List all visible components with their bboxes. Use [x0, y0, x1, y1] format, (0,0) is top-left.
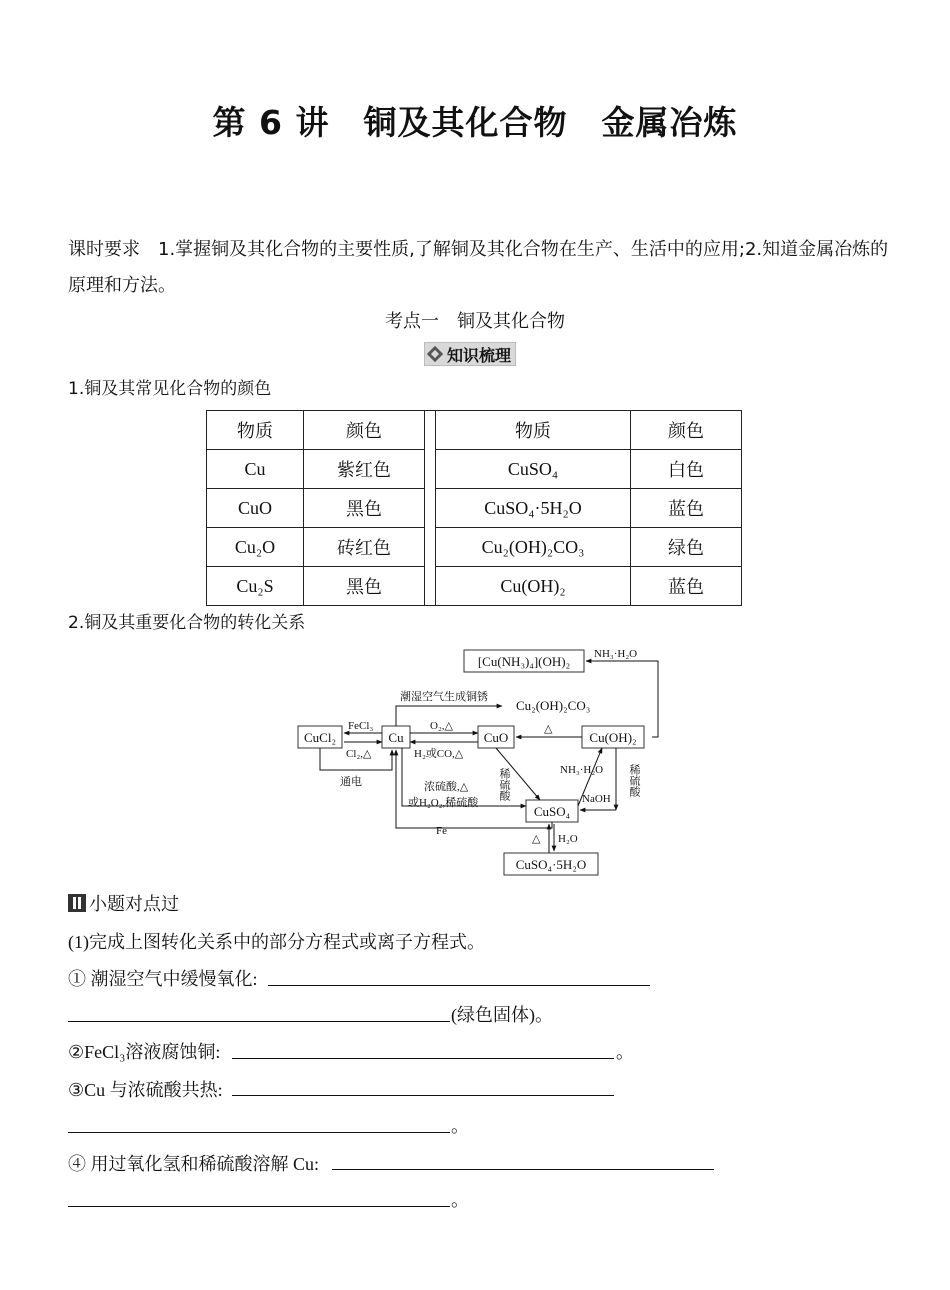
- node-cuso4: CuSO₄: [533, 804, 571, 819]
- node-complex: [Cu(NH₃)₄](OH)₂: [477, 654, 571, 669]
- node-cuoh2: Cu(OH)₂: [589, 730, 637, 745]
- table-divider: [425, 411, 436, 606]
- label-naoh: NaOH: [582, 793, 611, 805]
- section-title: 考点一 铜及其化合物: [385, 311, 565, 332]
- table-cell: 砖红色: [304, 528, 425, 567]
- answer-line[interactable]: [268, 985, 650, 986]
- table-cell: CuO: [207, 489, 304, 528]
- answer-line[interactable]: [68, 1132, 450, 1133]
- label-humid-air: 潮湿空气生成铜锈: [400, 691, 488, 703]
- label-conc-h2so4: 浓硫酸,△: [424, 781, 469, 793]
- question-1: (1)完成上图转化关系中的部分方程式或离子方程式。: [68, 932, 485, 952]
- table-cell: CuSO₄: [436, 450, 631, 489]
- table-cell: 蓝色: [631, 489, 742, 528]
- item-3: ③Cu 与浓硫酸共热:: [68, 1080, 223, 1100]
- table-cell: Cu₂(OH)₂CO₃: [436, 528, 631, 567]
- requirements-text: 1.掌握铜及其化合物的主要性质,了解铜及其化合物在生产、生活中的应用;2.知道金属冶炼的原理和方法。: [68, 239, 889, 296]
- course-requirements: [68, 232, 898, 304]
- color-table: [206, 410, 742, 606]
- label-electrolysis: 通电: [340, 776, 362, 788]
- practice-icon: [68, 894, 86, 912]
- diamond-icon: [427, 346, 443, 362]
- table-cell: Cu₂O: [207, 528, 304, 567]
- item-1: ① 潮湿空气中缓慢氧化:: [68, 969, 258, 989]
- table-cell: 白色: [631, 450, 742, 489]
- knowledge-badge-label: 知识梳理: [447, 345, 512, 365]
- table-cell: 黑色: [304, 489, 425, 528]
- table-cell: 紫红色: [304, 450, 425, 489]
- table-header: 物质: [207, 411, 304, 450]
- node-malachite: Cu₂(OH)₂CO₃: [516, 698, 591, 713]
- node-cucl2: CuCl₂: [304, 730, 336, 745]
- table-row: [207, 411, 742, 450]
- requirements-label: 课时要求: [68, 239, 140, 260]
- label-fe: Fe: [436, 825, 447, 837]
- label-cl2: Cl₂,△: [346, 748, 372, 760]
- page-title: 第 6 讲 铜及其化合物 金属冶炼: [212, 103, 738, 142]
- label-heat: △: [544, 723, 553, 735]
- table-header: 物质: [436, 411, 631, 450]
- label-heat-2: △: [532, 833, 541, 845]
- table-row: [207, 489, 742, 528]
- label-h2o2: 或H₂O₂,稀硫酸: [408, 797, 479, 809]
- label-h2o: H₂O: [558, 833, 578, 845]
- answer-line[interactable]: [68, 1021, 450, 1022]
- table-cell: Cu(OH)₂: [436, 567, 631, 606]
- table-cell: 绿色: [631, 528, 742, 567]
- label-nh3h2o: NH₃·H₂O: [594, 648, 638, 660]
- heading-conversion: 2.铜及其重要化合物的转化关系: [68, 613, 306, 633]
- table-row: [207, 528, 742, 567]
- heading-colors: 1.铜及其常见化合物的颜色: [68, 379, 272, 399]
- answer-line[interactable]: [232, 1095, 614, 1096]
- label-h2co: H₂或CO,△: [414, 748, 464, 760]
- node-cuo: CuO: [483, 730, 509, 745]
- knowledge-badge: [424, 342, 516, 366]
- label-fecl3: FeCl₃: [348, 720, 374, 732]
- answer-line[interactable]: [332, 1169, 714, 1170]
- table-cell: CuSO₄·5H₂O: [436, 489, 631, 528]
- item-2-end: 。: [616, 1042, 634, 1062]
- table-header: 颜色: [304, 411, 425, 450]
- item-2: ②FeCl₃溶液腐蚀铜:: [68, 1042, 221, 1062]
- node-cu: Cu: [388, 730, 404, 745]
- answer-line[interactable]: [232, 1058, 614, 1059]
- table-cell: Cu: [207, 450, 304, 489]
- table-cell: Cu₂S: [207, 567, 304, 606]
- table-cell: 蓝色: [631, 567, 742, 606]
- node-hydrate: CuSO₄·5H₂O: [515, 857, 587, 872]
- item-4-end: 。: [451, 1190, 469, 1210]
- table-row: [207, 450, 742, 489]
- table-row: [207, 567, 742, 606]
- item-4: ④ 用过氧化氢和稀硫酸溶解 Cu:: [68, 1154, 320, 1174]
- table-cell: 黑色: [304, 567, 425, 606]
- label-nh3h2o-mid: NH₃·H₂O: [560, 764, 604, 776]
- answer-line[interactable]: [68, 1206, 450, 1207]
- conversion-diagram: [296, 642, 676, 878]
- practice-badge-label: 小题对点过: [89, 894, 179, 915]
- label-dilute-acid: 稀硫酸: [498, 768, 510, 801]
- item-1-end: (绿色固体)。: [451, 1005, 553, 1025]
- item-3-end: 。: [451, 1116, 469, 1136]
- table-header: 颜色: [631, 411, 742, 450]
- practice-badge: [68, 890, 179, 916]
- label-dilute-acid-2: 稀硫酸: [628, 764, 640, 797]
- label-o2: O₂,△: [430, 720, 453, 732]
